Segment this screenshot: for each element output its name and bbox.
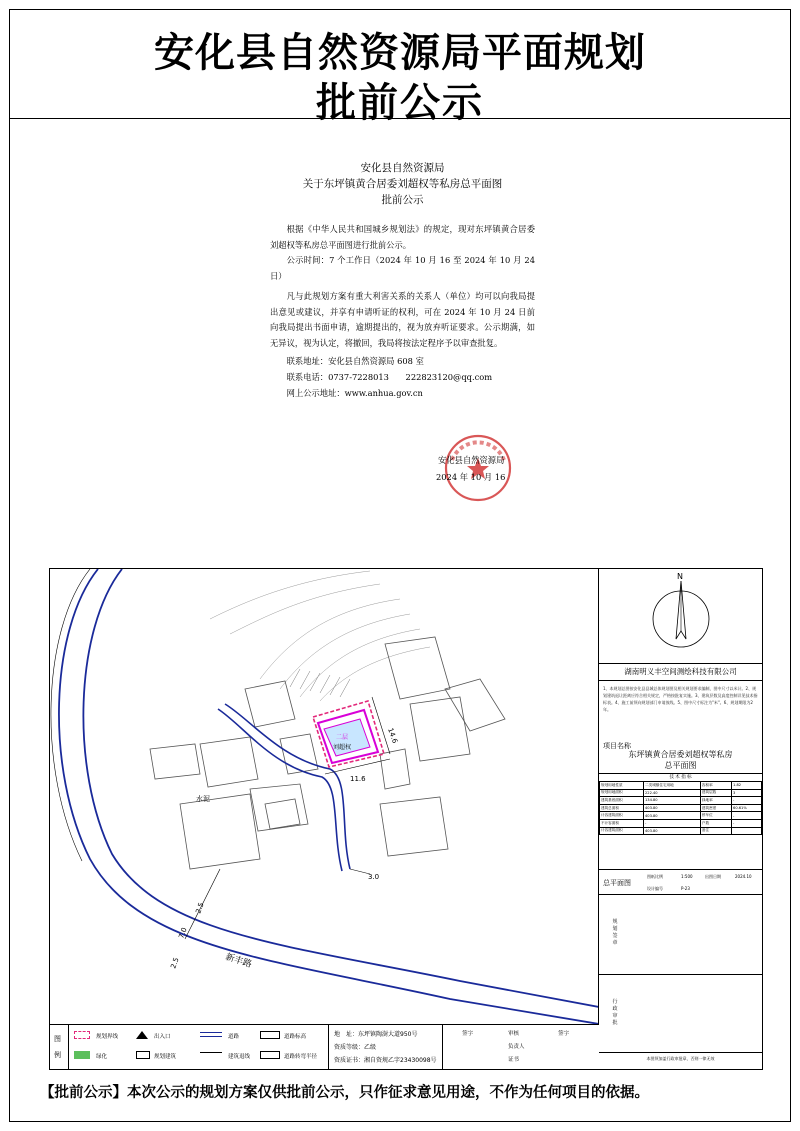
setback-legend-icon xyxy=(200,1052,222,1053)
project-label: 项目名称 xyxy=(603,742,631,750)
legend-item-boundary: 规划界线 xyxy=(96,1034,119,1040)
seal-icon xyxy=(428,430,548,510)
contact-phone: 联系电话：0737-7228013 222823120@qq.com xyxy=(286,372,493,382)
tech-cell: 60.61% xyxy=(732,804,762,812)
tech-cell: 容积率 xyxy=(700,782,731,790)
sign-org: 安化县自然资源局 xyxy=(438,455,505,465)
project-name xyxy=(599,749,762,771)
legend-bar xyxy=(50,1024,599,1069)
tech-cell: 建筑层数 xyxy=(700,789,731,797)
tech-cell: - xyxy=(644,819,701,827)
tech-cell: 403.80 xyxy=(644,804,701,812)
site-owner-label: 刘超权 xyxy=(333,744,352,751)
title-banner xyxy=(9,9,791,126)
boundary-legend-icon xyxy=(74,1031,90,1039)
slope-hatching xyxy=(290,669,350,697)
company-name: 湖南明义丰空间测绘科技有限公司 xyxy=(599,663,762,681)
dim-a: 2.5 xyxy=(169,956,181,970)
road-legend-icon xyxy=(200,1032,222,1037)
tech-row xyxy=(600,819,762,827)
stamp-divider xyxy=(599,974,762,975)
dim-f: 14.6 xyxy=(386,726,399,745)
tech-cell: - xyxy=(732,819,762,827)
tech-cell: 规划用地性质 xyxy=(600,782,644,790)
site-parcel xyxy=(313,701,384,767)
date-value: 2024.10 xyxy=(735,874,752,879)
tech-cell: 二类城镇住宅用地 xyxy=(644,782,701,790)
notice-kind: 批前公示 xyxy=(381,194,424,206)
page-subtitle: 批前公示 xyxy=(316,80,484,126)
tech-cell: 备注 xyxy=(700,827,731,835)
notice-org: 安化县自然资源局 xyxy=(360,162,445,174)
tech-cell: 户数 xyxy=(700,819,731,827)
dim-e: 11.6 xyxy=(350,775,366,783)
tech-row xyxy=(600,804,762,812)
tech-row xyxy=(600,827,762,835)
scale-label: 图纸比例 xyxy=(647,874,663,879)
design-label: 设计编号 xyxy=(647,886,663,891)
project-name-line1: 东坪镇黄合居委刘超权等私房 xyxy=(628,750,733,759)
tech-row xyxy=(600,789,762,797)
dim-d: 3.0 xyxy=(368,873,380,881)
design-value: P-23 xyxy=(681,886,690,891)
site-map-svg xyxy=(50,569,599,1024)
disclaimer: 【批前公示】本次公示的规划方案仅供批前公示，只作征求意见用途，不作为任何项目的依据。 xyxy=(40,1085,649,1101)
tech-cell: 不计容面积 xyxy=(600,819,644,827)
legend-item-elevation: 道路标高 xyxy=(284,1034,307,1040)
notice-subject: 关于东坪镇黄合居委刘超权等私房总平面图 xyxy=(302,178,503,190)
project-name-line2: 总平面图 xyxy=(664,761,697,770)
sign-date: 2024 年 10 月 16 xyxy=(436,472,506,482)
tech-cell: 222.40 xyxy=(644,789,701,797)
tech-index-title: 技 术 指 标 xyxy=(599,773,762,780)
north-label: N xyxy=(677,572,683,581)
tech-cell: 403.80 xyxy=(644,812,701,820)
tech-cell: 403.80 xyxy=(644,827,701,835)
signature-4: 证书 xyxy=(508,1057,520,1063)
tech-cell: - xyxy=(732,812,762,820)
legend-title: 图例 xyxy=(54,1035,61,1059)
panel-footer-note: 本图须加盖行政审批章，否则一律无效 xyxy=(599,1052,762,1062)
tech-index-table xyxy=(599,781,762,835)
tech-cell: 计容建筑面积 xyxy=(600,812,644,820)
tech-cell: 建筑基底面积 xyxy=(600,797,644,805)
tech-row xyxy=(600,782,762,790)
scale-value: 1:500 xyxy=(681,874,693,879)
tech-cell: 建筑总面积 xyxy=(600,804,644,812)
signature-3: 负责人 xyxy=(508,1044,525,1050)
site-label: 二层 xyxy=(336,734,349,741)
surface-label: 水泥 xyxy=(196,795,210,803)
tech-cell: - xyxy=(732,797,762,805)
page-title: 安化县自然资源局平面规划 xyxy=(154,30,646,76)
legend-item-road: 道路 xyxy=(228,1034,240,1040)
road-name: 新丰路 xyxy=(224,952,253,971)
tech-cell: 绿地率 xyxy=(700,797,731,805)
design-notes: 1、本规划总图按安化县县城总体规划图及相关规划要求编制，图中尺寸以米计。2、规划建筑退让距离应符合相关规定，严格按批复实施。3、建筑层数及高度控制详见技术指标表。4、施工前须向规划部门申请放线。5、图中尺寸标注为"米"。6、规划期限为2年。 xyxy=(603,686,758,712)
planning-stamp-label: 规划签章 xyxy=(612,919,618,946)
tech-row xyxy=(600,797,762,805)
tech-cell: 134.80 xyxy=(644,797,701,805)
signature-5: 签字 xyxy=(558,1031,570,1037)
tech-row xyxy=(600,812,762,820)
qualification-grade: 资质等级：乙级 xyxy=(334,1044,377,1051)
dim-b: 7.0 xyxy=(177,926,189,940)
tech-cell: 3 xyxy=(732,789,762,797)
notice-paragraph-3: 凡与此规划方案有重大利害关系的关系人（单位）均可以向我局提出意见或建议，并享有申请听证的权利，可在 2024 年 10 月 24 日前向我局提出书面申请，逾期提出的，视为放弃听证要求。公示期满，如无异议，视为认定，将撤回，我局将按法定程序予以审查批复。 xyxy=(270,291,535,348)
legend-item-setback: 建筑退线 xyxy=(228,1054,251,1060)
tech-cell: 停车位 xyxy=(700,812,731,820)
website[interactable]: 网上公示地址：www.anhua.gov.cn xyxy=(286,388,423,398)
sheet-name: 总平面图 xyxy=(603,879,631,887)
notice-paragraph-2: 公示时间：7 个工作日（2024 年 10 月 16 至 2024 年 10 月 24 日） xyxy=(270,255,535,281)
elevation-legend-icon xyxy=(260,1031,280,1039)
signature-2: 审核 xyxy=(508,1031,520,1037)
signature-1: 签字 xyxy=(462,1031,474,1037)
dim-c: 2.5 xyxy=(194,901,206,915)
site-plan-map xyxy=(50,569,599,1024)
building-legend-icon xyxy=(136,1051,150,1059)
tech-cell: 建筑密度 xyxy=(700,804,731,812)
tech-cell xyxy=(732,827,762,835)
approval-stamp-label: 行政审批 xyxy=(612,999,618,1026)
notice-paragraph-1: 根据《中华人民共和国城乡规划法》的规定，现对东坪镇黄合居委刘超权等私房总平面图进行批前公示。 xyxy=(270,224,535,250)
legend-item-radius: 道路转弯半径 xyxy=(284,1054,318,1060)
company-address: 地 址：东坪镇陶澍大道950号 xyxy=(334,1031,418,1038)
notice-document xyxy=(270,160,535,401)
date-label: 出图日期 xyxy=(705,874,721,879)
green-legend-icon xyxy=(74,1051,90,1059)
radius-legend-icon xyxy=(260,1051,280,1059)
sheet-info xyxy=(599,869,762,895)
entrance-legend-icon xyxy=(136,1031,148,1039)
legend-item-building: 规划建筑 xyxy=(154,1054,177,1060)
official-seal-block xyxy=(428,430,548,510)
contour-lines xyxy=(210,571,430,701)
legend-item-entrance: 出入口 xyxy=(154,1034,171,1040)
tech-cell: 规划用地面积 xyxy=(600,789,644,797)
site-plan-drawing xyxy=(49,568,763,1070)
tech-cell: 计容建筑面积 xyxy=(600,827,644,835)
contact-address: 联系地址：安化县自然资源局 608 室 xyxy=(286,356,424,366)
qualification-cert: 资质证书：湘自资规乙字23430098号 xyxy=(334,1057,437,1064)
left-road xyxy=(51,569,599,1024)
title-block xyxy=(599,569,762,1069)
legend-item-green: 绿化 xyxy=(96,1054,108,1060)
tech-cell: 1.82 xyxy=(732,782,762,790)
north-arrow-icon xyxy=(599,569,762,663)
